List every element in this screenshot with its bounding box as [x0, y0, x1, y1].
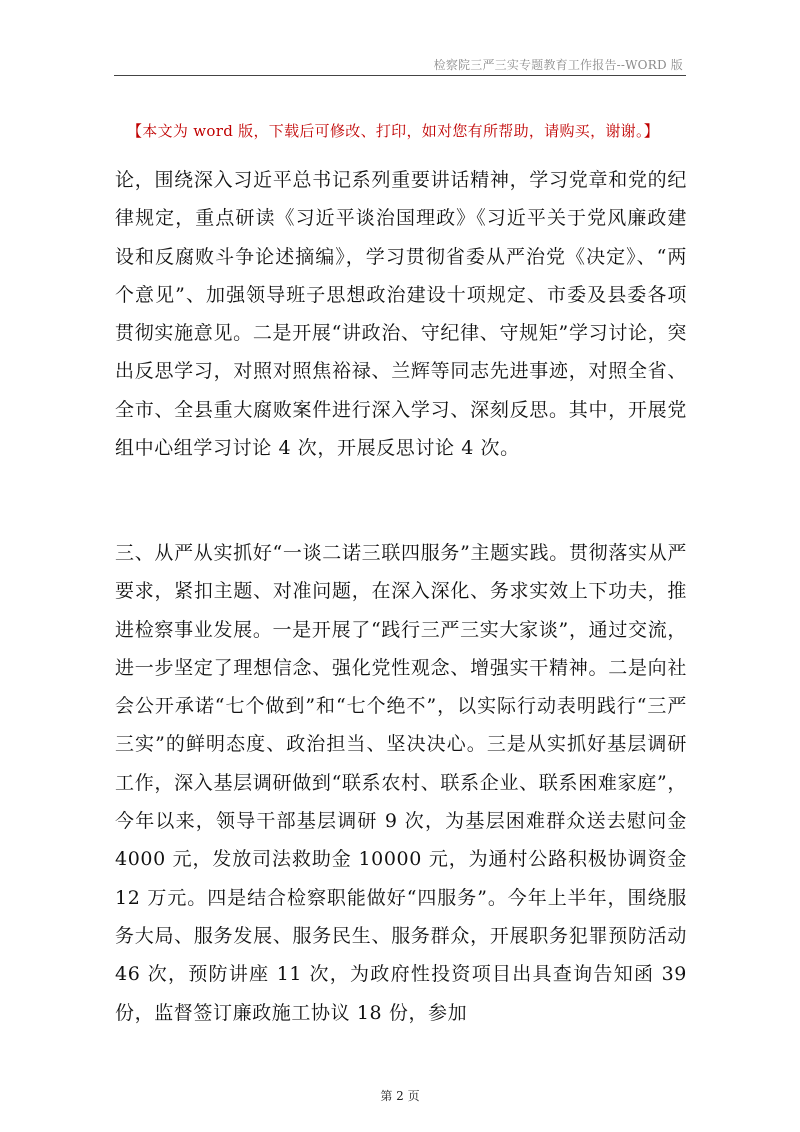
body-paragraph: 三、从严从实抓好“一谈二诺三联四服务”主题实践。贯彻落实从严要求，紧扣主题、对准问题，在深入深化、务求实效上下功夫，推进检察事业发展。一是开展了“践行三严三实大家谈”，通过交流，进一步坚定了理想信念、强化党性观念、增强实干精神。二是向社会公开承诺“七个做到”和“七个绝不”，以实际行动表明践行“三严三实”的鲜明态度、政治担当、坚决决心。三是从实抓好基层调研工作，深入基层调研做到“联系农村、联系企业、联系困难家庭”，今年以来，领导干部基层调研 9 次，为基层困难群众送去慰问金 4000 元，发放司法救助金 10000 元，为通村公路积极协调资金 12 万元。四是结合检察职能做好“四服务”。今年上半年，围绕服务大局、服务发展、服务民生、服务群众，开展职务犯罪预防活动 46 次，预防讲座 11 次，为政府性投资项目出具查询告知函 39 份，监督签订廉政施工协议 18 份，参加 [115, 542, 687, 1024]
page-number: 第 2 页 [380, 1089, 420, 1103]
download-notice: 【本文为 word 版，下载后可修改、打印，如对您有所帮助，请购买，谢谢。】 [127, 122, 660, 140]
body-section-1 [115, 161, 687, 467]
header-divider [114, 75, 686, 76]
document-header-title: 检察院三严三实专题教育工作报告--WORD 版 [433, 58, 683, 72]
body-section-2 [115, 534, 687, 1032]
body-paragraph: 论，围绕深入习近平总书记系列重要讲话精神，学习党章和党的纪律规定，重点研读《习近平谈治国理政》《习近平关于党风廉政建设和反腐败斗争论述摘编》，学习贯彻省委从严治党《决定》、“两个意见”、加强领导班子思想政治建设十项规定、市委及县委各项贯彻实施意见。二是开展“讲政治、守纪律、守规矩”学习讨论，突出反思学习，对照对照焦裕禄、兰辉等同志先进事迹，对照全省、全市、全县重大腐败案件进行深入学习、深刻反思。其中，开展党组中心组学习讨论 4 次，开展反思讨论 4 次。 [115, 169, 687, 460]
